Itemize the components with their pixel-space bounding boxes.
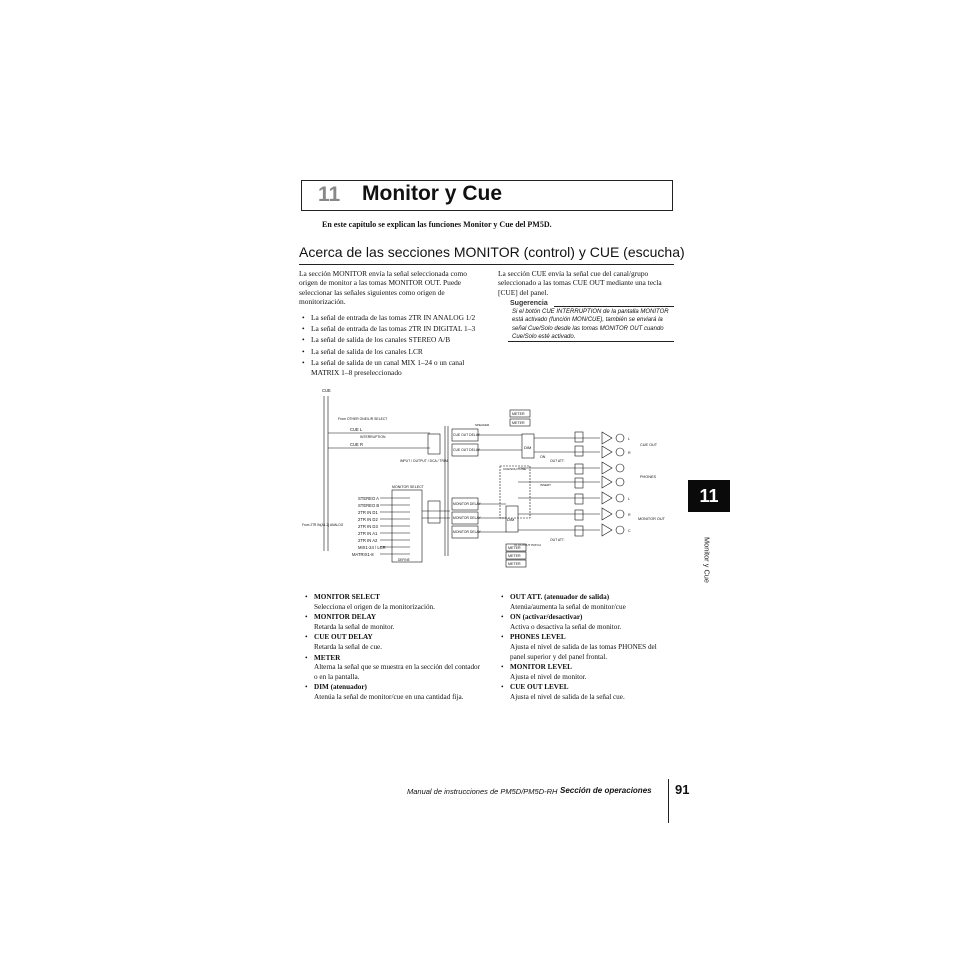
list-item: • La señal de salida de los canales LCR (299, 347, 479, 356)
list-item: • La señal de salida de un canal MIX 1–24 o un canal MATRIX 1–8 preseleccionado (299, 358, 479, 377)
chapter-side-label: Monitor y Cue (702, 536, 712, 584)
tip-rule (554, 306, 674, 307)
diagram-source: STEREO B (358, 503, 380, 508)
footer-manual-title: Manual de instrucciones de PM5D/PM5D-RH (407, 787, 558, 796)
chapter-title: Monitor y Cue (362, 182, 502, 205)
footer-section-name: Sección de operaciones (560, 786, 652, 795)
cue-paragraph: La sección CUE envía la señal cue del canal/grupo seleccionado a las tomas CUE OUT mediante una tecla [CUE] del panel. (498, 269, 662, 297)
diagram-source: 2TR IN D2 (358, 517, 378, 522)
chapter-side-tab: 11 (688, 480, 730, 512)
list-item: • La señal de entrada de las tomas 2TR IN ANALOG 1/2 (299, 313, 479, 322)
diagram-phones: PHONES (640, 475, 657, 479)
diagram-monitor-select: MONITOR SELECT (392, 485, 424, 489)
diagram-ch-c: C (628, 529, 631, 533)
diagram-ch-l: L (628, 497, 630, 501)
diagram-interruption: INTERRUPTION (360, 435, 386, 439)
diagram-speaker: SPEAKER (475, 423, 490, 427)
right-column (498, 269, 668, 297)
page-number: 91 (675, 782, 690, 797)
monitor-cue-block-diagram (300, 386, 670, 572)
diagram-from-2tr: From 2TR IN(A1-2) ANALOG (302, 523, 344, 527)
chapter-intro: En este capítulo se explican las funciones Monitor y Cue del PM5D. (322, 220, 552, 229)
diagram-meter: METER (512, 421, 525, 425)
diagram-cue-out-delay: CUE OUT DELAY (453, 448, 481, 452)
diagram-monitor-out: MONITOR OUT (638, 517, 665, 521)
diagram-meter: METER (508, 554, 521, 558)
diagram-source: 2TR IN D3 (358, 524, 378, 529)
tip-line: está activado (función MON/CUE), también se enviará la (512, 317, 663, 324)
tip-heading: Sugerencia (510, 300, 548, 307)
diagram-source: 2TR IN D1 (358, 510, 378, 515)
diagram-source: STEREO A (358, 496, 379, 501)
diagram-matrix: MATRIX1-8 (352, 552, 374, 557)
description-list-right (500, 593, 670, 704)
chapter-number: 11 (318, 183, 341, 206)
diagram-ch-r: R (628, 513, 631, 517)
diagram-out-att: OUT ATT. (550, 459, 565, 463)
description-list-left (304, 593, 484, 704)
diagram-monitor-delay: MONITOR DELAY (453, 502, 481, 506)
section-rule (299, 264, 674, 265)
diagram-ch-r: R (628, 451, 631, 455)
list-item: • MONITOR DELAY Retarda la señal de monitor. (304, 613, 484, 632)
list-item: • La señal de entrada de las tomas 2TR IN DIGITAL 1–3 (299, 324, 479, 333)
tip-line: señal Cue/Solo desde las tomas MONITOR OUT cuando (512, 325, 664, 332)
tip-body (512, 308, 674, 341)
footer-divider (668, 779, 669, 823)
diagram-from-other: From OTHER ONE/L/R SELECT (338, 417, 388, 421)
list-item: • CUE OUT DELAY Retarda la señal de cue. (304, 633, 484, 652)
diagram-meter: METER (508, 562, 521, 566)
diagram-meter: METER (512, 412, 525, 416)
diagram-define: DEFINE (398, 558, 410, 562)
diagram-source: 2TR IN A2 (358, 538, 378, 543)
diagram-out-att: OUT ATT. (550, 538, 565, 542)
diagram-cue-l: CUE L (350, 427, 363, 432)
tip-bottom-rule (508, 341, 674, 342)
diagram-ch-l: L (628, 437, 630, 441)
diagram-source: 2TR IN A1 (358, 531, 378, 536)
left-column (299, 269, 479, 379)
list-item: • DIM (atenuador) Atenúa la señal de monitor/cue en una cantidad fija. (304, 683, 484, 702)
tip-line: Si el botón CUE INTERRUPTION de la pantalla MONITOR (512, 309, 669, 315)
diagram-meter: METER (508, 546, 521, 550)
list-item: • MONITOR SELECT Selecciona el origen de la monitorización. (304, 593, 484, 612)
list-item: • METER Alterna la señal que se muestra en la sección del contador o en la pantalla. (304, 654, 484, 683)
list-item: • OUT ATT. (atenuador de salida) Atenúa/aumenta la señal de monitor/cue (500, 593, 670, 612)
diagram-cue-r: CUE R (350, 442, 364, 447)
tip-line: Cue/Solo esté activado. (512, 333, 576, 340)
monitor-paragraph: La sección MONITOR envía la señal seleccionada como origen de monitor a las tomas MONITOR OUT. Puede seleccionar las señales siguientes como origen de monitorización. (299, 269, 467, 307)
diagram-dim: DIM (524, 445, 532, 450)
list-item: • ON (activar/desactivar) Activa o desactiva la señal de monitor. (500, 613, 670, 632)
list-item: • PHONES LEVEL Ajusta el nivel de salida de las tomas PHONES del panel superior y del panel frontal. (500, 633, 670, 662)
diagram-on: ON (540, 455, 546, 459)
diagram-cue-out: CUE OUT (640, 443, 658, 447)
diagram-cue-solo: CUE/SOLO LINE (503, 467, 527, 471)
list-item: • CUE OUT LEVEL Ajusta el nivel de salida de la señal cue. (500, 683, 670, 702)
section-title: Acerca de las secciones MONITOR (control) y CUE (escucha) (299, 244, 685, 260)
diagram-mix: MIX1-24 / LCR (358, 545, 386, 550)
diagram-monitor-delay: MONITOR DELAY (453, 530, 481, 534)
list-item: • La señal de salida de los canales STEREO A/B (299, 335, 479, 344)
diagram-input-out: INPUT / OUTPUT / DCA / TRIM (400, 459, 448, 463)
diagram-cue-label: CUE (322, 388, 331, 393)
diagram-dim: DIM (507, 517, 515, 522)
monitor-source-list (299, 313, 479, 377)
diagram-insert: INSERT (540, 483, 551, 487)
diagram-to-output: To OUTPUT PATCH (514, 543, 541, 547)
diagram-monitor-delay: MONITOR DELAY (453, 516, 481, 520)
diagram-cue-out-delay: CUE OUT DELAY (453, 433, 481, 437)
list-item: • MONITOR LEVEL Ajusta el nivel de monitor. (500, 663, 670, 682)
